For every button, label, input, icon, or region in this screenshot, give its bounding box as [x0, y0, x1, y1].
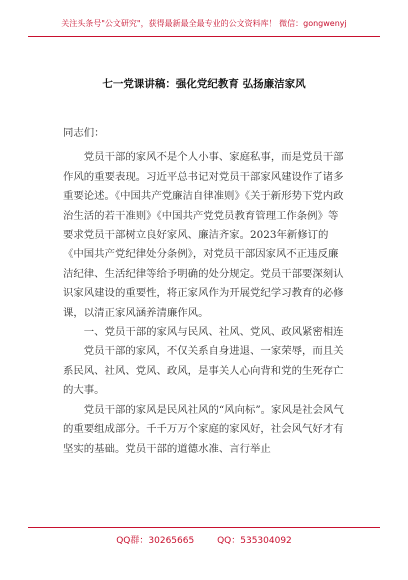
document-body: [63, 124, 345, 459]
paragraph: 党员干部的家风不是个人小事、家庭私事，而是党员干部作风的重要表现。习近平总书记对党员干部家风建设作了诸多重要论述。《中国共产党廉洁自律准则》《关于新形势下党内政治生活的若干准则》《中国共产党党员教育管理工作条例》等要求党员干部树立良好家风、廉洁齐家。2023年新修订的《中国共产党纪律处分条例》，对党员干部因家风不正违反廉洁纪律、生活纪律等给予明确的处分规定。党员干部要深刻认识家风建设的重要性，将正家风作为开展党纪学习教育的必修课，以清正家风涵养清廉作风。: [63, 151, 344, 319]
greeting: 同志们：: [63, 127, 105, 139]
footer-qq-group: QQ群：30265665: [116, 536, 195, 546]
footer: [0, 533, 408, 546]
paragraph: 党员干部的家风是民风社风的“风向标”。家风是社会风气的重要组成部分。千千万万个家庭的家风好，社会风气好才有坚实的基础。党员干部的道德水准、言行举止: [63, 403, 344, 455]
paragraph: 党员干部的家风，不仅关系自身进退、一家荣辱，而且关系民风、社风、党风、政风，是事关人心向背和党的生死存亡的大事。: [63, 345, 344, 397]
footer-qq: QQ：535304092: [217, 536, 292, 546]
document-title: 七一党课讲稿：强化党纪教育 弘扬廉洁家风: [102, 78, 306, 90]
footer-rule: [28, 527, 380, 528]
header-rule: [28, 36, 380, 37]
header-banner: 关注头条号"公文研究"，获得最新最全最专业的公文资料库！ 微信：gongwenyj: [61, 19, 347, 28]
section-heading: 一、党员干部的家风与民风、社风、党风、政风紧密相连: [83, 326, 344, 339]
